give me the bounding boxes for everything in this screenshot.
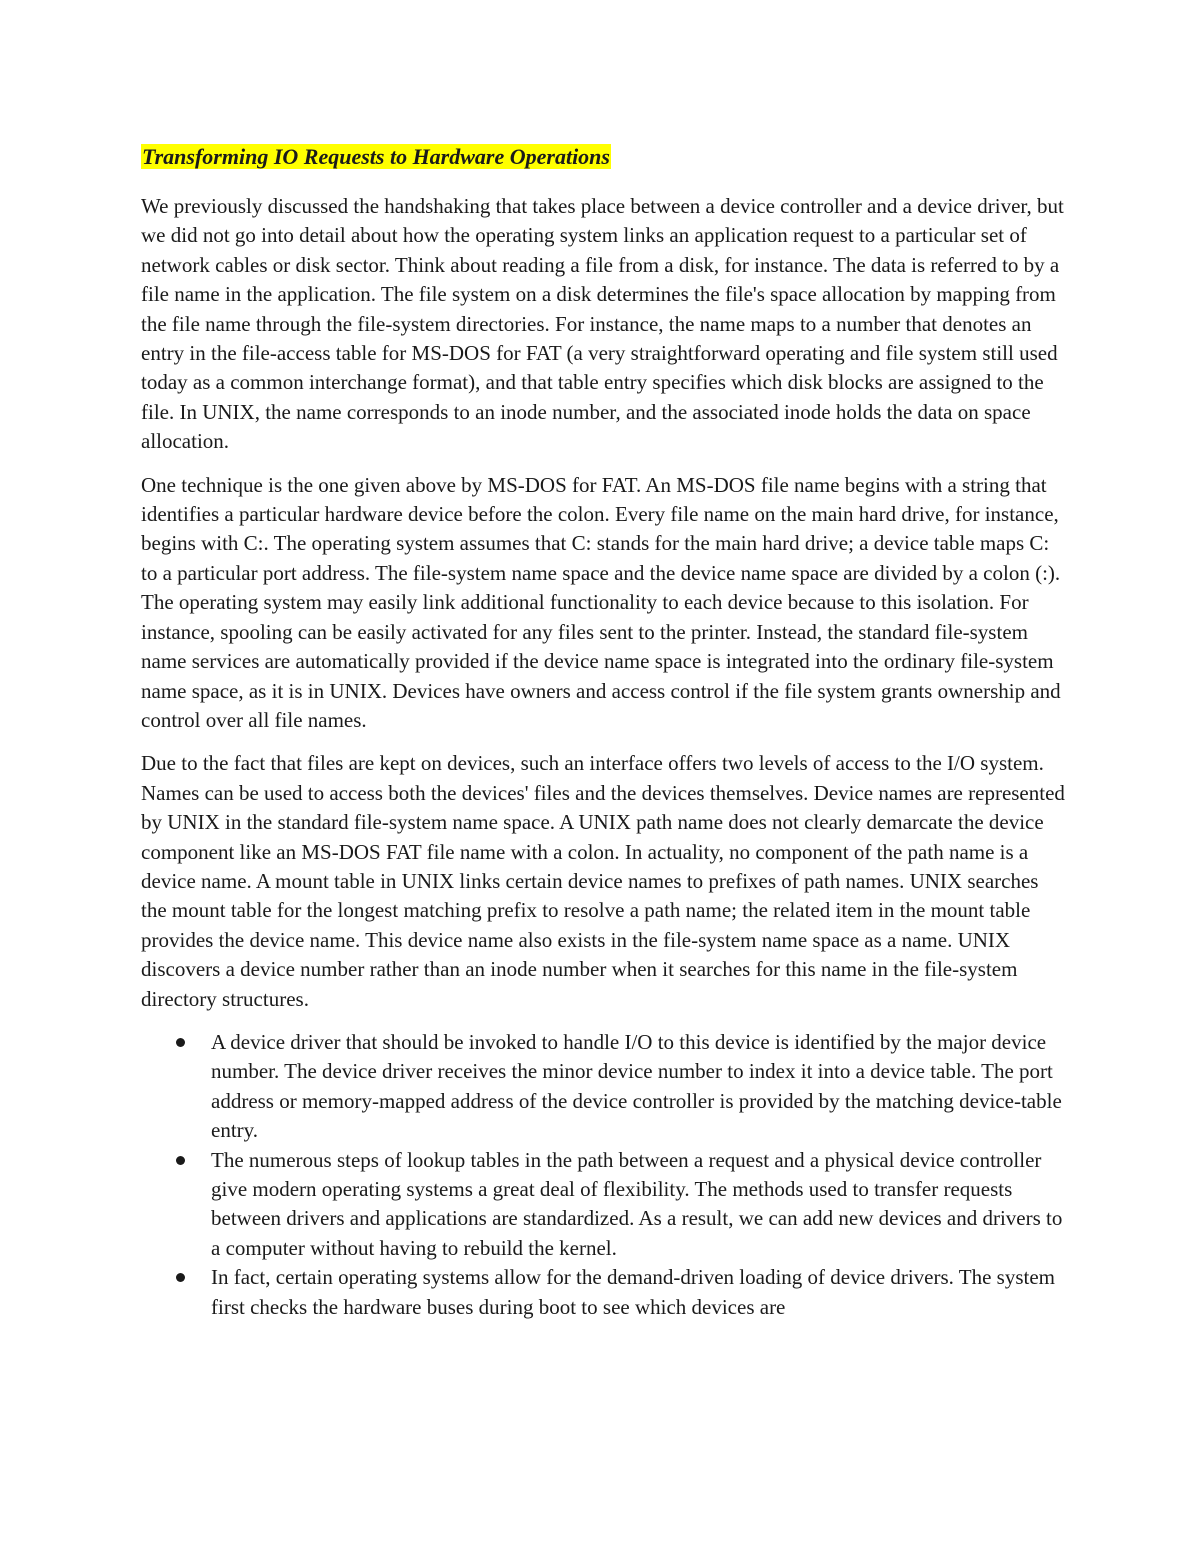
list-item-text: In fact, certain operating systems allow for the demand-driven loading of device drivers. The system first checks the hardware buses during boot to see which devices are [211,1265,1056,1319]
paragraph-intro: We previously discussed the handshaking that takes place between a device controller and a device driver, but we did not go into detail about how the operating system links an application request to a particular set of network cables or disk sector. Think about reading a file from a disk, for instance. The data is referred to by a file name in the application. The file system on a disk determines the file's space allocation by mapping from the file name through the file-system directories. For instance, the name maps to a number that denotes an entry in the file-access table for MS-DOS for FAT (a very straightforward operating and file system still used today as a common interchange format), and that table entry specifies which disk blocks are assigned to the file. In UNIX, the name corresponds to an inode number, and the associated inode holds the data on space allocation. [141,194,1064,454]
list-item [211,1263,1066,1322]
bullet-icon [176,1156,185,1165]
list-item-text: The numerous steps of lookup tables in the path between a request and a physical device controller give modern operating systems a great deal of flexibility. The methods used to transfer requests between drivers and applications are standardized. As a result, we can add new devices and drivers to a computer without having to rebuild the kernel. [211,1147,1063,1260]
paragraph-unix-path-names: Due to the fact that files are kept on devices, such an interface offers two levels of access to the I/O system. Names can be used to access both the devices' files and the devices themselves. Device names are represented by UNIX in the standard file-system name space. A UNIX path name does not clearly demarcate the device component like an MS-DOS FAT file name with a colon. In actuality, no component of the path name is a device name. A mount table in UNIX links certain device names to prefixes of path names. UNIX searches the mount table for the longest matching prefix to resolve a path name; the related item in the mount table provides the device name. This device name also exists in the file-system name space as a name. UNIX discovers a device number rather than an inode number when it searches for this name in the file-system directory structures. [141,751,1065,1011]
document-title-text: Transforming IO Requests to Hardware Operations [142,144,610,169]
bullet-icon [176,1273,185,1282]
list-item-text: A device driver that should be invoked to handle I/O to this device is identified by the major device number. The device driver receives the minor device number to index it into a device table. The port address or memory-mapped address of the device controller is provided by the matching device-table entry. [211,1029,1062,1143]
bullet-list [141,1028,1066,1322]
document-title [141,140,1066,174]
list-item [211,1146,1066,1264]
bullet-icon [176,1038,185,1047]
document-page [141,140,1066,1322]
list-item [211,1028,1066,1146]
paragraph-ms-dos-technique: One technique is the one given above by MS-DOS for FAT. An MS-DOS file name begins with a string that identifies a particular hardware device before the colon. Every file name on the main hard drive, for instance, begins with C:. The operating system assumes that C: stands for the main hard drive; a device table maps C: to a particular port address. The file-system name space and the device name space are divided by a colon (:). The operating system may easily link additional functionality to each device because to this isolation. For instance, spooling can be easily activated for any files sent to the printer. Instead, the standard file-system name services are automatically provided if the device name space is integrated into the ordinary file-system name space, as it is in UNIX. Devices have owners and access control if the file system grants ownership and control over all file names. [141,472,1061,732]
